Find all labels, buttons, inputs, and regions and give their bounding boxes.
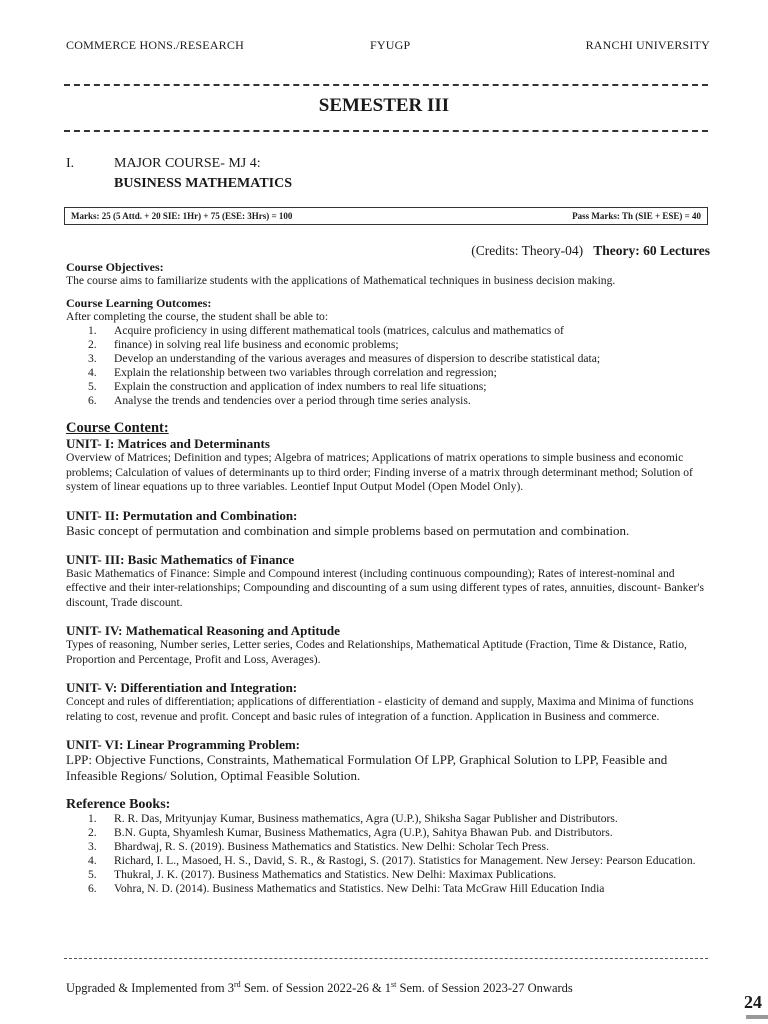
header-center: FYUGP <box>370 38 411 52</box>
credits-text: (Credits: Theory-04) <box>471 243 584 258</box>
list-item: 6. Analyse the trends and tendencies over a period through time series analysis. <box>88 394 471 407</box>
objectives-heading: Course Objectives: <box>66 260 164 274</box>
dashed-divider <box>64 130 708 132</box>
document-body <box>66 260 711 896</box>
page-number: 24 <box>744 992 762 1012</box>
list-item: 1. Acquire proficiency in using different mathematical tools (matrices, calculus and mathematics of <box>88 324 564 337</box>
footer-note: Upgraded & Implemented from 3rd Sem. of Session 2022-26 & 1st Sem. of Session 2023-27 Onwards <box>66 980 573 996</box>
credits-line <box>471 243 710 259</box>
list-item: 6. Vohra, N. D. (2014). Business Mathematics and Statistics. New Delhi: Tata McGraw Hill Education India <box>88 882 605 895</box>
course-code: MAJOR COURSE- MJ 4: <box>114 156 261 171</box>
list-item: 4. Explain the relationship between two variables through correlation and regression; <box>88 366 497 379</box>
outcomes-intro: After completing the course, the student shall be able to: <box>66 310 329 323</box>
lectures-text: Theory: 60 Lectures <box>593 243 710 258</box>
list-item: 5. Explain the construction and application of index numbers to real life situations; <box>88 380 487 393</box>
list-item: 1. R. R. Das, Mrityunjay Kumar, Business mathematics, Agra (U.P.), Shiksha Sagar Publisher and Distributors. <box>88 812 618 825</box>
unit-2-title: UNIT- II: Permutation and Combination: <box>66 507 298 523</box>
unit-4-text: Types of reasoning, Number series, Letter series, Codes and Relationships, Mathematical Aptitude (Fraction, Time & Distance, Ratio, Proportion and Percentage, Profit and Loss, Averages). <box>66 638 687 666</box>
unit-6-text: LPP: Objective Functions, Constraints, Mathematical Formulation Of LPP, Graphical Solution to LPP, Feasible and Infeasible Regions/ Solution, Optimal Feasible Solution. <box>66 752 668 783</box>
list-item: 4. Richard, I. L., Masoed, H. S., David, S. R., & Rastogi, S. (2017). Statistics for Management. New Jersey: Pearson Education. <box>88 854 696 867</box>
unit-3-text: Basic Mathematics of Finance: Simple and Compound interest (including continuous compounding); Rates of interest-nominal and effective and their inter-relationships; Compounding and discounting of a sum using different types of rates, annuities, discount- Banker's discount, Trade discount. <box>66 566 704 609</box>
list-item: 3. Develop an understanding of the various averages and measures of dispersion to describe statistical data; <box>88 352 601 365</box>
list-item: 2. B.N. Gupta, Shyamlesh Kumar, Business Mathematics, Agra (U.P.), Sahitya Bhawan Pub. and Distributors. <box>88 826 613 839</box>
unit-3-title: UNIT- III: Basic Mathematics of Finance <box>66 551 295 567</box>
footer-divider <box>64 958 708 959</box>
references-list <box>66 812 711 896</box>
header-right: RANCHI UNIVERSITY <box>585 38 710 52</box>
unit-5-text: Concept and rules of differentiation; applications of differentiation - elasticity of demand and supply, Maxima and Minima of functions relating to cost, revenue and profit. Concept and basic rules of integration of a function. Application in Business and commerce. <box>66 695 694 723</box>
semester-title: SEMESTER III <box>318 95 450 116</box>
dashed-divider <box>64 84 708 86</box>
unit-4-title: UNIT- IV: Mathematical Reasoning and Aptitude <box>66 623 340 638</box>
outcomes-heading: Course Learning Outcomes: <box>66 296 212 310</box>
unit-5-title: UNIT- V: Differentiation and Integration: <box>66 680 298 695</box>
course-name: BUSINESS MATHEMATICS <box>114 176 293 191</box>
list-item: 5. Thukral, J. K. (2017). Business Mathematics and Statistics. New Delhi: Maximax Publications. <box>88 868 557 881</box>
marks-box <box>64 207 708 225</box>
page-number-underline <box>746 1015 768 1019</box>
list-item: 3. Bhardwaj, R. S. (2019). Business Mathematics and Statistics. New Delhi: Scholar Tech Press. <box>88 840 549 853</box>
unit-1-title: UNIT- I: Matrices and Determinants <box>66 436 270 451</box>
unit-1-text: Overview of Matrices; Definition and types; Algebra of matrices; Applications of matrix operations to simple business and economic problems; Calculation of values of determinants up to third order; Finding inverse of a matrix through determinant method; Solution of system of linear equations up to three variables. Leontief Input Output Model (Open Model Only). <box>66 451 693 493</box>
course-content-heading: Course Content: <box>66 420 169 436</box>
list-item: 2. finance) in solving real life business and economic problems; <box>88 338 399 351</box>
marks-breakdown: Marks: 25 (5 Attd. + 20 SIE: 1Hr) + 75 (ESE: 3Hrs) = 100 <box>71 211 293 221</box>
page-header <box>66 38 710 54</box>
objectives-text: The course aims to familiarize students with the applications of Mathematical techniques in business decision making. <box>66 274 616 287</box>
header-left: COMMERCE HONS./RESEARCH <box>66 38 244 52</box>
pass-marks: Pass Marks: Th (SIE + ESE) = 40 <box>572 211 701 221</box>
unit-6-title: UNIT- VI: Linear Programming Problem: <box>66 737 300 752</box>
unit-2-text: Basic concept of permutation and combination and simple problems based on permutation and combination. <box>66 522 630 538</box>
course-number: I. <box>66 156 75 171</box>
outcomes-list <box>66 324 711 408</box>
references-heading: Reference Books: <box>66 797 171 812</box>
